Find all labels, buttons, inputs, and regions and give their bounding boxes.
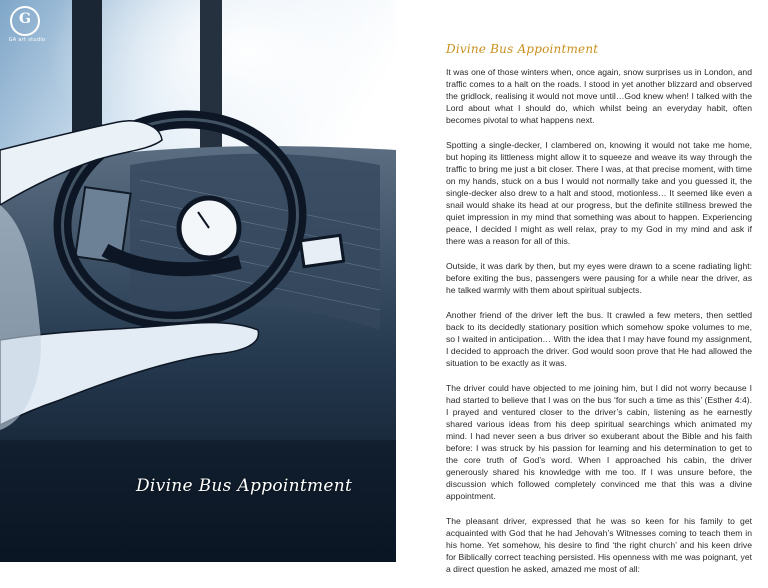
illustration-page [0,0,396,562]
studio-logo [6,6,46,48]
article-body [446,66,752,588]
article-paragraph: The driver could have objected to me joining him, but I did not worry because I had started to believe that I was on the bus ‘for such a time as this’ (Esther 4:4). I prayed and ventured closer to the driver’s cabin, listening as he earnestly shared various ideas from his deep spiritual searchings which animated my mind. I had never seen a bus driver so exuberant about the Bible and his faith before: I was struck by his passion for learning and his determination to get to the core truth of God’s word. When I approached his cabin, the driver generously shared his knowledge with me too. If I was unsure before, the discussion which followed completely convinced me that this was a divine appointment. [446,383,752,501]
article-paragraph: Spotting a single-decker, I clambered on, knowing it would not take me home, but hoping its littleness might allow it to squeeze and weave its way through the traffic to bring me just a bit closer. There I was, at that precise moment, with time on my hands, stuck on a bus I would not normally take and you guessed it, the single-decker also drew to a halt and stood, motionless… It seemed like even a snail would shake its head at our progress, but the definite stillness brewed the quiet impression in my mind that something was about to happen. Experiencing peace, I decided I might as well relax, pray to my God in my mind and ask if there was a reason for all of this. [446,140,752,246]
logo-monogram: G [19,11,31,27]
logo-studio-name: GA art studio [8,37,46,43]
article-paragraph: It was one of those winters when, once again, snow surprises us in London, and traffic comes to a halt on the roads. I stood in yet another blizzard and observed the gridlock, realising it would not move until…God knew when! I talked with the Lord about what I should do, which whilst being an everyday habit, often becomes pivotal to what happens next. [446,67,752,125]
article-title: Divine Bus Appointment [446,42,599,56]
side-gauge [300,235,343,266]
article-paragraph: Another friend of the driver left the bus. It crawled a few meters, then settled back to its decidedly stationary position which somehow spoke volumes to me, so I waited in anticipation… With the idea that I may have found my assignment, I decided to approach the driver. God would soon prove that He had allowed the situation to be exactly as it was. [446,310,752,368]
article-paragraph: Outside, it was dark by then, but my eyes were drawn to a scene radiating light: before exiting the bus, passengers were pausing for a while near the driver, as he talked warmly with them about spiritual subjects. [446,261,752,295]
text-page [396,0,768,574]
cover-title: Divine Bus Appointment [136,476,353,496]
article-paragraph: The pleasant driver, expressed that he was so keen for his family to get acquainted with God that he had Jehovah’s Witnesses coming to teach them in his home. Yet somehow, his desire to find ‘the right church’ and his keen drive for Biblically correct teaching persisted. His openness with me was poignant, yet a direct question he asked, amazed me most of all: [446,516,752,574]
logo-mark [10,6,40,36]
